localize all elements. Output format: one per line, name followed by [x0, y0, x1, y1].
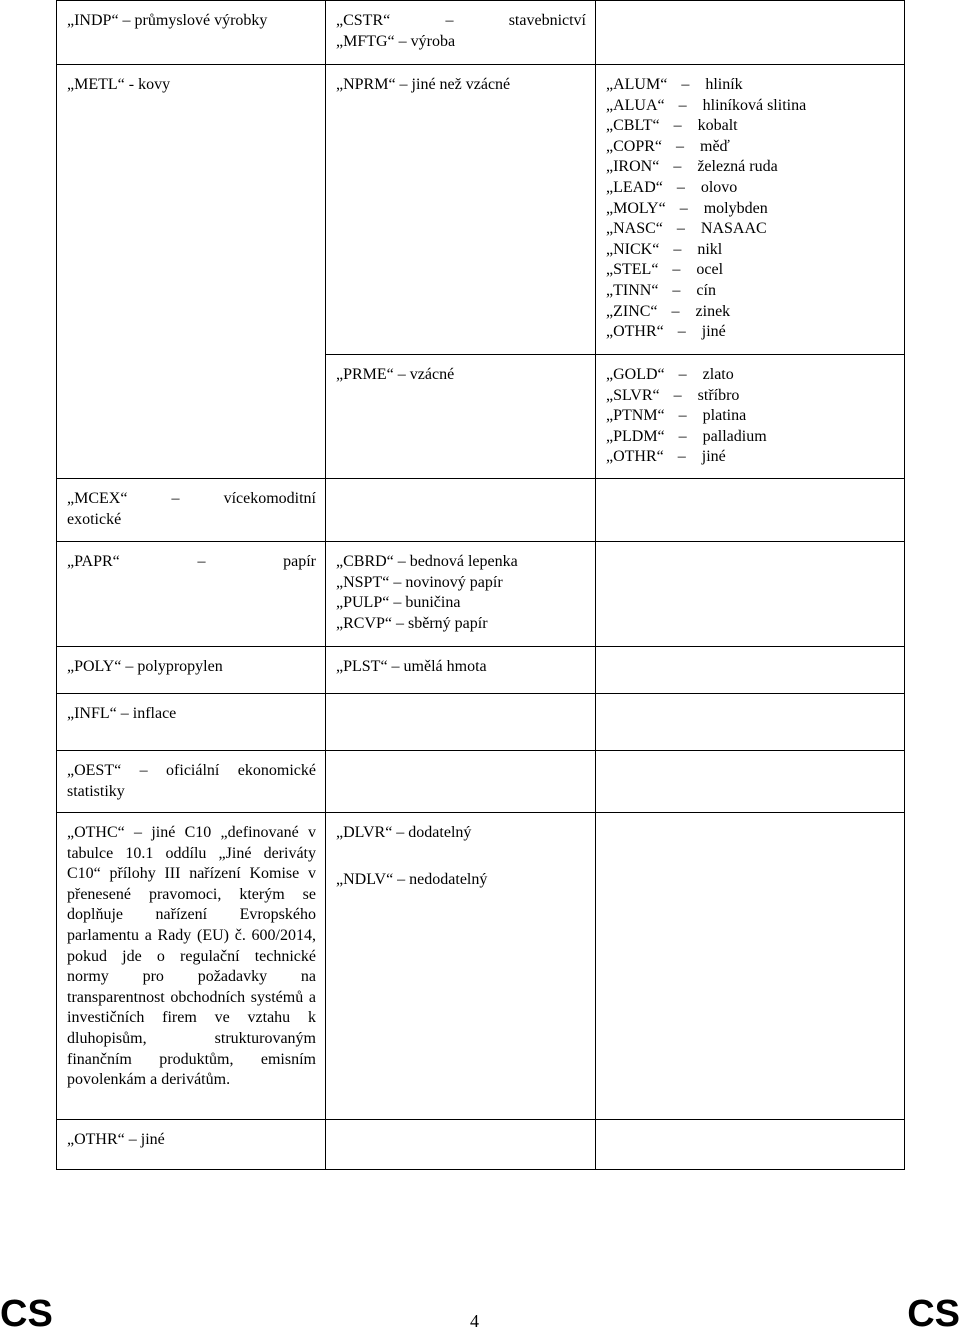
- item-label: zlato: [702, 366, 734, 383]
- language-code-left: CS: [0, 1293, 53, 1335]
- item-code: „NICK“: [606, 240, 660, 258]
- dash-separator: –: [677, 323, 686, 341]
- dash-separator: –: [678, 96, 687, 114]
- item-code: „CBLT“: [606, 117, 660, 135]
- item-code: „PLDM“: [606, 427, 665, 445]
- page-number: 4: [470, 1311, 479, 1331]
- dash-separator: –: [672, 281, 681, 299]
- cell-indp: „INDP“ – průmyslové výrobky: [57, 1, 326, 65]
- list-item: [606, 219, 895, 240]
- item-code: „ALUM“: [606, 76, 668, 93]
- cell-empty: [596, 542, 905, 647]
- mftg-line: „MFTG“ – výroba: [336, 32, 456, 50]
- cell-poly: „POLY“ – polypropylen: [57, 647, 326, 694]
- item-label: kobalt: [697, 117, 738, 135]
- list-item: [606, 157, 895, 178]
- list-item: [606, 240, 895, 261]
- item-label: nikl: [697, 240, 723, 258]
- item-code: „STEL“: [606, 261, 659, 279]
- cell-indp-sub: [326, 1, 596, 65]
- list-item: [606, 260, 895, 281]
- cell-othc: „OTHC“ – jiné C10 „definované v tabulce 10.1 oddílu „Jiné deriváty C10“ přílohy III nařízení Komise v přenesené pravomoci, kterým se doplňuje nařízení Evropského parlamentu a Rady (EU) č. 600/2014, pokud jde o regulační technické normy pro požadavky na transparentnost obchodních systémů a investičních firem ve vztahu k dluhopisům, strukturovaným finančním produktům, emisním povolenkám a derivátům.: [57, 813, 326, 1120]
- item-code: „ALUA“: [606, 96, 665, 114]
- item-label: jiné: [701, 323, 726, 341]
- item-code: „MOLY“: [606, 199, 666, 217]
- item-label: olovo: [700, 178, 738, 196]
- cell-papr: [57, 542, 326, 647]
- cell-nprm: „NPRM“ – jiné než vzácné: [326, 65, 596, 355]
- cell-empty: [326, 751, 596, 813]
- asset-class-table: [56, 0, 905, 1170]
- list-item: [606, 447, 895, 468]
- item-label: stříbro: [697, 386, 740, 404]
- cell-papr-items: „CBRD“ – bednová lepenka „NSPT“ – novinový papír „PULP“ – buničina „RCVP“ – sběrný papír: [326, 542, 596, 647]
- cell-metl: „METL“ - kovy: [57, 65, 326, 479]
- language-code-right: CS: [907, 1293, 960, 1335]
- dash-separator: –: [673, 240, 682, 258]
- dash-separator: –: [678, 427, 687, 445]
- cell-empty: [596, 479, 905, 542]
- item-label: ocel: [696, 261, 724, 279]
- item-code: „GOLD“: [606, 366, 665, 383]
- dash-separator: –: [679, 199, 688, 217]
- cell-empty: [326, 694, 596, 751]
- list-item: [606, 386, 895, 407]
- dash-separator: –: [676, 220, 685, 238]
- list-item: [606, 365, 895, 386]
- dash-separator: –: [673, 386, 682, 404]
- cell-nprm-items: [596, 65, 905, 355]
- cell-empty: [596, 1, 905, 65]
- item-label: železná ruda: [697, 158, 778, 176]
- item-code: „COPR“: [606, 137, 662, 155]
- table-row: [57, 65, 905, 355]
- dash-separator: –: [671, 302, 680, 320]
- item-code: „NASC“: [606, 220, 663, 238]
- list-item: [606, 302, 895, 323]
- cell-prme-items: [596, 355, 905, 479]
- table-row: [57, 647, 905, 694]
- dash-separator: –: [673, 158, 682, 176]
- item-label: molybden: [703, 199, 768, 217]
- cell-oest: „OEST“ – oficiální ekonomické statistiky: [57, 751, 326, 813]
- table-row: [57, 1, 905, 65]
- item-label: zinek: [695, 302, 731, 320]
- dash-separator: –: [681, 76, 690, 93]
- item-code: „ZINC“: [606, 302, 658, 320]
- list-item: [606, 427, 895, 448]
- dash-separator: –: [676, 178, 685, 196]
- cell-prme: „PRME“ – vzácné: [326, 355, 596, 479]
- table-row: [57, 542, 905, 647]
- list-item: [606, 199, 895, 220]
- cell-empty: [596, 1120, 905, 1170]
- item-code: „OTHR“: [606, 323, 664, 341]
- list-item: [606, 75, 895, 96]
- papr-line: „PAPR“ – papír: [67, 553, 316, 570]
- dash-separator: –: [678, 407, 687, 425]
- item-label: hliník: [705, 76, 743, 93]
- item-label: měď: [700, 137, 730, 155]
- item-label: cín: [696, 281, 716, 299]
- cell-empty: [596, 694, 905, 751]
- item-label: platina: [702, 407, 747, 425]
- list-item: [606, 96, 895, 117]
- list-item: [606, 137, 895, 158]
- cell-infl: „INFL“ – inflace: [57, 694, 326, 751]
- dash-separator: –: [672, 261, 681, 279]
- cell-dlvr: „DLVR“ – dodatelný „NDLV“ – nedodatelný: [326, 813, 596, 1120]
- dash-separator: –: [677, 448, 686, 466]
- item-code: „LEAD“: [606, 178, 663, 196]
- item-label: hliníková slitina: [702, 96, 807, 114]
- cell-empty: [326, 479, 596, 542]
- list-item: [606, 281, 895, 302]
- cell-plst: „PLST“ – umělá hmota: [326, 647, 596, 694]
- table-row: [57, 1120, 905, 1170]
- item-label: palladium: [702, 427, 767, 445]
- list-item: [606, 116, 895, 137]
- list-item: [606, 406, 895, 427]
- dash-separator: –: [673, 117, 682, 135]
- cell-empty: [596, 813, 905, 1120]
- mcex-line: „MCEX“ – vícekomoditní: [67, 490, 316, 507]
- dash-separator: –: [676, 137, 684, 155]
- cell-mcex: „MCEX“ – vícekomoditní exotické: [57, 479, 326, 542]
- table-row: [57, 813, 905, 1120]
- page-footer: [0, 1290, 960, 1334]
- table-row: [57, 694, 905, 751]
- item-code: „TINN“: [606, 281, 659, 299]
- cell-othr: „OTHR“ – jiné: [57, 1120, 326, 1170]
- list-item: [606, 322, 895, 343]
- cstr-line: „CSTR“ – stavebnictví: [336, 12, 586, 29]
- item-code: „SLVR“: [606, 386, 660, 404]
- item-label: jiné: [701, 448, 726, 466]
- cell-empty: [326, 1120, 596, 1170]
- item-code: „IRON“: [606, 158, 660, 176]
- table-row: [57, 751, 905, 813]
- table-row: [57, 479, 905, 542]
- item-code: „PTNM“: [606, 407, 665, 425]
- dash-separator: –: [678, 366, 687, 383]
- item-label: NASAAC: [700, 220, 767, 238]
- cell-empty: [596, 751, 905, 813]
- list-item: [606, 178, 895, 199]
- item-code: „OTHR“: [606, 448, 664, 466]
- cell-empty: [596, 647, 905, 694]
